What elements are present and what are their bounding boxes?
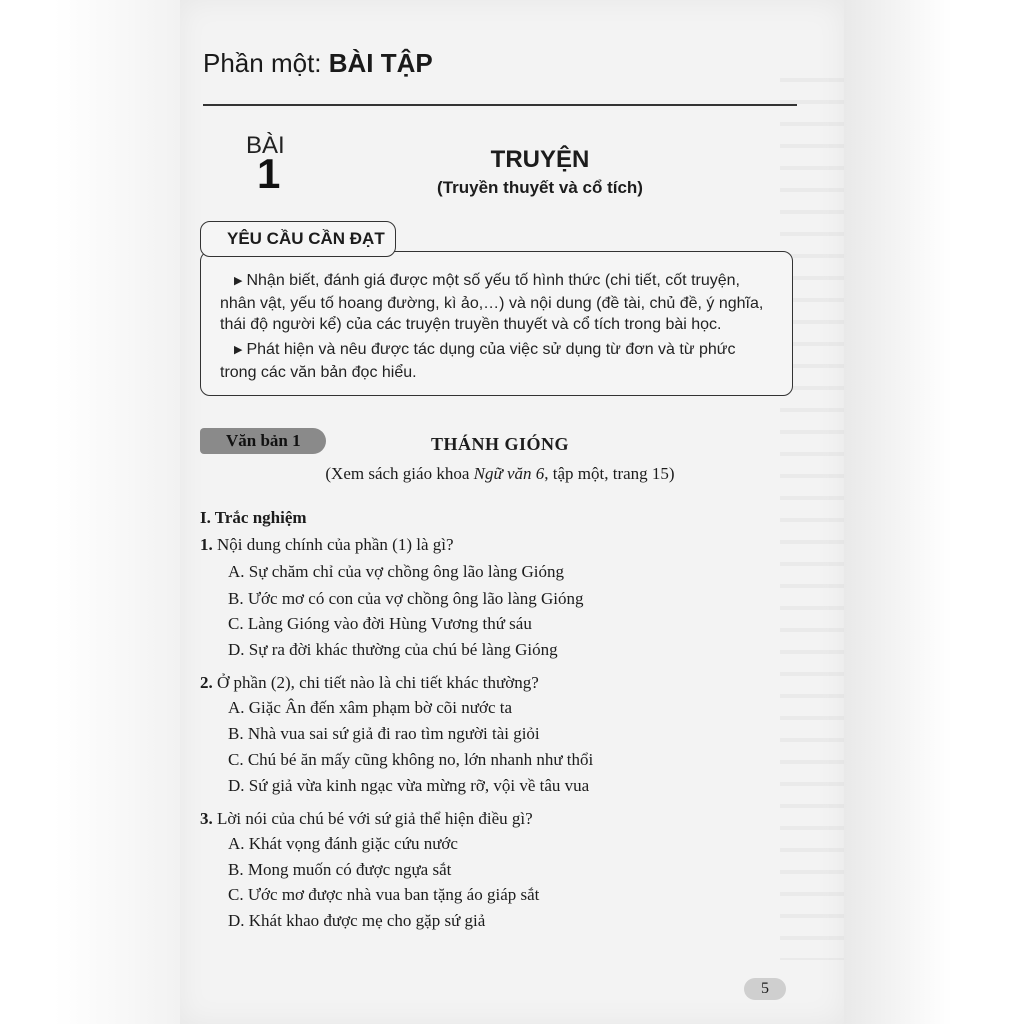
question-2: 2. Ở phần (2), chi tiết nào là chi tiết khác thường? (200, 673, 539, 692)
question-3-option-b: B. Mong muốn có được ngựa sắt (228, 860, 452, 879)
question-2-option-b: B. Nhà vua sai sứ giả đi rao tìm người tài giỏi (228, 724, 540, 743)
question-2-option-d: D. Sứ giả vừa kinh ngạc vừa mừng rỡ, vội về tâu vua (228, 776, 590, 795)
requirement-item-2 (220, 339, 780, 383)
show-through-texture (780, 60, 844, 960)
requirement-line: nhân vật, yếu tố hoang đường, kì ảo,…) và nội dung (đề tài, chủ đề, ý nghĩa, (220, 295, 764, 312)
triangle-bullet-icon: ▶ (234, 275, 243, 287)
part-title: BÀI TẬP (328, 48, 433, 78)
question-3: 3. Lời nói của chú bé với sứ giả thể hiện điều gì? (200, 809, 533, 828)
lesson-word: BÀI (246, 132, 285, 159)
part-divider (203, 104, 797, 106)
question-3-option-c: C. Ước mơ được nhà vua ban tặng áo giáp sắt (228, 885, 540, 904)
question-1-option-d: D. Sự ra đời khác thường của chú bé làng Gióng (228, 640, 558, 659)
question-3-option-d: D. Khát khao được mẹ cho gặp sứ giả (228, 911, 486, 930)
textbook-reference: (Xem sách giáo khoa Ngữ văn 6, tập một, trang 15) (325, 464, 675, 483)
lesson-title: TRUYỆN (490, 146, 590, 173)
facing-page-edge (844, 0, 1024, 1024)
question-1-option-b: B. Ước mơ có con của vợ chồng ông lão làng Gióng (228, 589, 584, 608)
question-2-option-c: C. Chú bé ăn mấy cũng không no, lớn nhanh như thổi (228, 750, 594, 769)
requirement-item-1 (220, 270, 780, 335)
text-label-badge: Văn bản 1 (200, 428, 326, 454)
text-title: THÁNH GIÓNG (430, 434, 569, 454)
requirement-line: ▶ Nhận biết, đánh giá được một số yếu tố hình thức (chi tiết, cốt truyện, (234, 272, 740, 289)
question-3-option-a: A. Khát vọng đánh giặc cứu nước (228, 834, 458, 853)
question-2-option-a: A. Giặc Ân đến xâm phạm bờ cõi nước ta (228, 698, 513, 717)
requirements-label: YÊU CẦU CẦN ĐẠT (200, 221, 396, 257)
question-1-option-a: A. Sự chăm chỉ của vợ chồng ông lão làng Gióng (228, 562, 564, 581)
section-heading: I. Trắc nghiệm (200, 508, 307, 527)
lesson-number: 1 (257, 150, 281, 197)
question-1-option-c: C. Làng Gióng vào đời Hùng Vương thứ sáu (228, 614, 532, 633)
lesson-subtitle: (Truyền thuyết và cổ tích) (437, 178, 643, 197)
background-left (0, 0, 180, 1024)
page-number: 5 (744, 978, 786, 1000)
requirement-line: ▶ Phát hiện và nêu được tác dụng của việc sử dụng từ đơn và từ phức (234, 341, 736, 358)
requirement-line: trong các văn bản đọc hiểu. (220, 364, 417, 381)
question-1: 1. Nội dung chính của phần (1) là gì? (200, 535, 454, 554)
part-prefix: Phần một: (203, 48, 329, 78)
part-heading (203, 48, 433, 79)
requirement-line: thái độ người kể) của các truyện truyền thuyết và cổ tích trong bài học. (220, 316, 722, 333)
triangle-bullet-icon: ▶ (234, 344, 243, 356)
